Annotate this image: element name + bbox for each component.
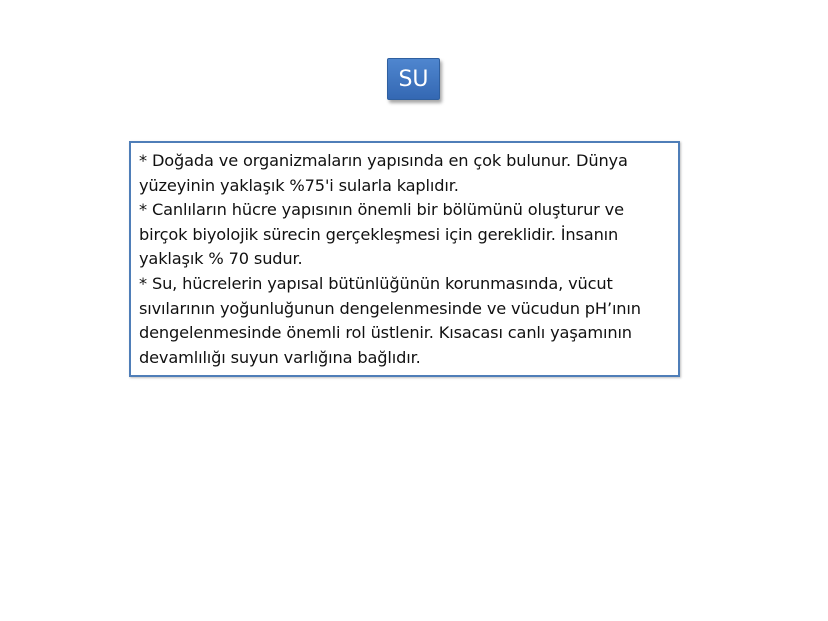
text-line: * Canlıların hücre yapısının önemli bir bölümünü oluşturur ve xyxy=(139,200,624,220)
text-line: sıvılarının yoğunluğunun dengelenmesinde ve vücudun pH’ının xyxy=(139,298,641,318)
content-text-box xyxy=(129,141,680,377)
text-line: dengelenmesinde önemli rol üstlenir. Kısacası canlı yaşamının xyxy=(139,323,632,343)
slide-title-text: SU xyxy=(398,66,429,92)
text-line: birçok biyolojik sürecin gerçekleşmesi için gereklidir. İnsanın xyxy=(139,224,619,244)
text-line: devamlılığı suyun varlığına bağlıdır. xyxy=(139,347,421,367)
slide-title xyxy=(387,58,440,100)
text-line: * Doğada ve organizmaların yapısında en çok bulunur. Dünya xyxy=(139,151,628,170)
text-line: yaklaşık % 70 sudur. xyxy=(139,249,303,269)
text-line: * Su, hücrelerin yapısal bütünlüğünün korunmasında, vücut xyxy=(139,273,613,293)
text-line: yüzeyinin yaklaşık %75'i sularla kaplıdır. xyxy=(139,175,459,195)
